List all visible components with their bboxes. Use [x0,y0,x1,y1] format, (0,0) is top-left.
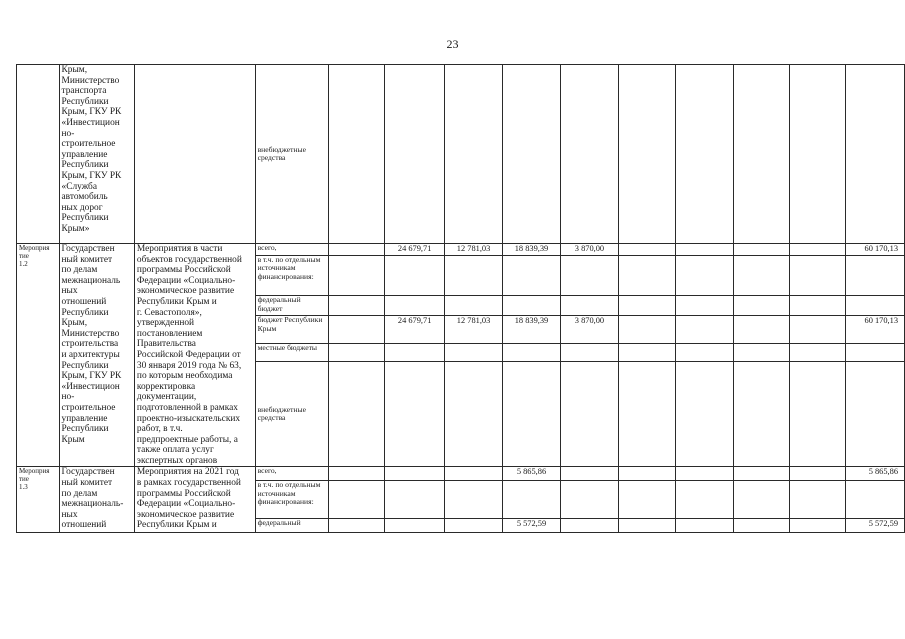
value-cell [560,256,618,296]
value-cell [560,65,618,244]
value-cell [733,481,789,519]
description-cell-text: Мероприятия в части объектов государственной программы Российской Федерации «Социально- экономическое развитие Республики Крым и г. Севастополя», утвержденной постановлением Правительства Российской Федерации от 30 января 2019 года № 63, по которым необходима корректировка документации, подготовленной в рамках проектно-изыскательских работ, в т.ч. предпроектные работы, а также оплата услуг экспертных органов [136,244,242,466]
executors-cell [59,244,134,467]
value-cell [560,343,618,361]
value-cell: 18 839,39 [503,244,561,256]
value-cell [618,316,675,343]
value-cell [790,244,846,256]
value-cell [328,519,384,533]
value-cell: 18 839,39 [503,316,561,343]
value-cell [445,519,503,533]
value-cell [503,343,561,361]
value-cell [733,519,789,533]
value-cell [385,467,445,481]
value-cell [676,244,733,256]
value-cell [676,296,733,316]
row-number-cell-text: Мероприя тие 1.2 [19,244,50,268]
value-cell [385,361,445,467]
value-cell [618,296,675,316]
value-cell [733,65,789,244]
executors-cell [59,467,134,533]
value-cell: 12 781,03 [445,244,503,256]
funding-source-cell: в т.ч. по отдельным источникам финансирования: [255,481,328,519]
value-cell [328,65,384,244]
value-cell: 24 679,71 [385,244,445,256]
value-cell [560,296,618,316]
value-cell [328,244,384,256]
value-cell [618,244,675,256]
value-cell [676,361,733,467]
description-cell [134,244,255,467]
executors-cell-text: Государствен ный комитет по делам межнациональ- ных отношений [61,467,124,531]
value-cell [790,296,846,316]
value-cell [733,296,789,316]
value-cell [328,343,384,361]
row-number-cell [17,467,60,533]
value-cell [676,481,733,519]
value-cell: 5 572,59 [503,519,561,533]
value-cell [618,467,675,481]
value-cell: 5 865,86 [845,467,904,481]
row-number-cell [17,65,60,244]
executors-cell [59,65,134,244]
funding-source-cell: местные бюджеты [255,343,328,361]
funding-source-cell: внебюджетные средства [255,361,328,467]
value-cell [733,316,789,343]
value-cell [790,65,846,244]
value-cell [845,481,904,519]
funding-source-cell: бюджет Республики Крым [255,316,328,343]
value-cell [385,519,445,533]
value-cell [676,316,733,343]
value-cell [790,343,846,361]
value-cell [676,519,733,533]
value-cell [503,361,561,467]
value-cell [618,519,675,533]
value-cell [676,467,733,481]
value-cell [733,256,789,296]
funding-source-cell: внебюджетные средства [255,65,328,244]
value-cell [790,361,846,467]
value-cell [676,343,733,361]
value-cell [790,467,846,481]
value-cell [733,244,789,256]
page-number: 23 [446,37,459,51]
table-row [17,467,905,481]
value-cell [560,467,618,481]
value-cell: 5 572,59 [845,519,904,533]
value-cell [618,343,675,361]
value-cell [328,361,384,467]
value-cell [385,65,445,244]
executors-cell-text: Крым, Министерство транспорта Республики Крым, ГКУ РК «Инвестицион но- строительное управление Республики Крым, ГКУ РК «Служба автомобиль ных дорог Республики Крым» [61,65,122,234]
value-cell [385,343,445,361]
executors-cell-text: Государствен ный комитет по делам межнациональ ных отношений Республики Крым, Министерство строительства и архитектуры Республики Крым, ГКУ РК «Инвестицион но- строительное управление Республики Крым [61,244,122,445]
row-number-cell-text: Мероприя тие 1.3 [19,467,50,492]
value-cell [618,65,675,244]
value-cell [790,481,846,519]
value-cell [328,316,384,343]
funding-source-cell: всего, [255,467,328,481]
value-cell [733,467,789,481]
value-cell [560,481,618,519]
value-cell [676,256,733,296]
row-number-cell [17,244,60,467]
value-cell [733,361,789,467]
value-cell [845,65,904,244]
value-cell: 3 870,00 [560,244,618,256]
value-cell [618,481,675,519]
description-cell-text: Мероприятия на 2021 год в рамках государственной программы Российской Федерации «Социально- экономическое развитие Республики Крым и [136,467,241,531]
value-cell [328,481,384,519]
funding-source-cell: федеральный бюджет [255,296,328,316]
table-row [17,65,905,244]
value-cell [328,256,384,296]
funding-source-cell: в т.ч. по отдельным источникам финансирования: [255,256,328,296]
value-cell [328,467,384,481]
value-cell [503,256,561,296]
value-cell [845,361,904,467]
value-cell [560,519,618,533]
value-cell [385,256,445,296]
value-cell [445,256,503,296]
value-cell [445,467,503,481]
value-cell: 60 170,13 [845,244,904,256]
value-cell [385,481,445,519]
value-cell [560,361,618,467]
funding-source-cell: федеральный [255,519,328,533]
value-cell [503,481,561,519]
value-cell [445,65,503,244]
description-cell [134,65,255,244]
table-row [17,244,905,256]
value-cell [845,256,904,296]
value-cell [445,296,503,316]
value-cell [790,316,846,343]
value-cell [445,343,503,361]
value-cell [385,296,445,316]
budget-table [16,64,905,533]
value-cell: 60 170,13 [845,316,904,343]
value-cell [328,296,384,316]
value-cell: 24 679,71 [385,316,445,343]
value-cell [676,65,733,244]
value-cell [733,343,789,361]
value-cell [790,256,846,296]
value-cell: 5 865,86 [503,467,561,481]
value-cell [503,296,561,316]
value-cell [503,65,561,244]
value-cell [790,519,846,533]
value-cell: 3 870,00 [560,316,618,343]
funding-source-cell: всего, [255,244,328,256]
value-cell [618,361,675,467]
value-cell [618,256,675,296]
value-cell [445,481,503,519]
value-cell [845,343,904,361]
value-cell: 12 781,03 [445,316,503,343]
description-cell [134,467,255,533]
value-cell [845,296,904,316]
value-cell [445,361,503,467]
